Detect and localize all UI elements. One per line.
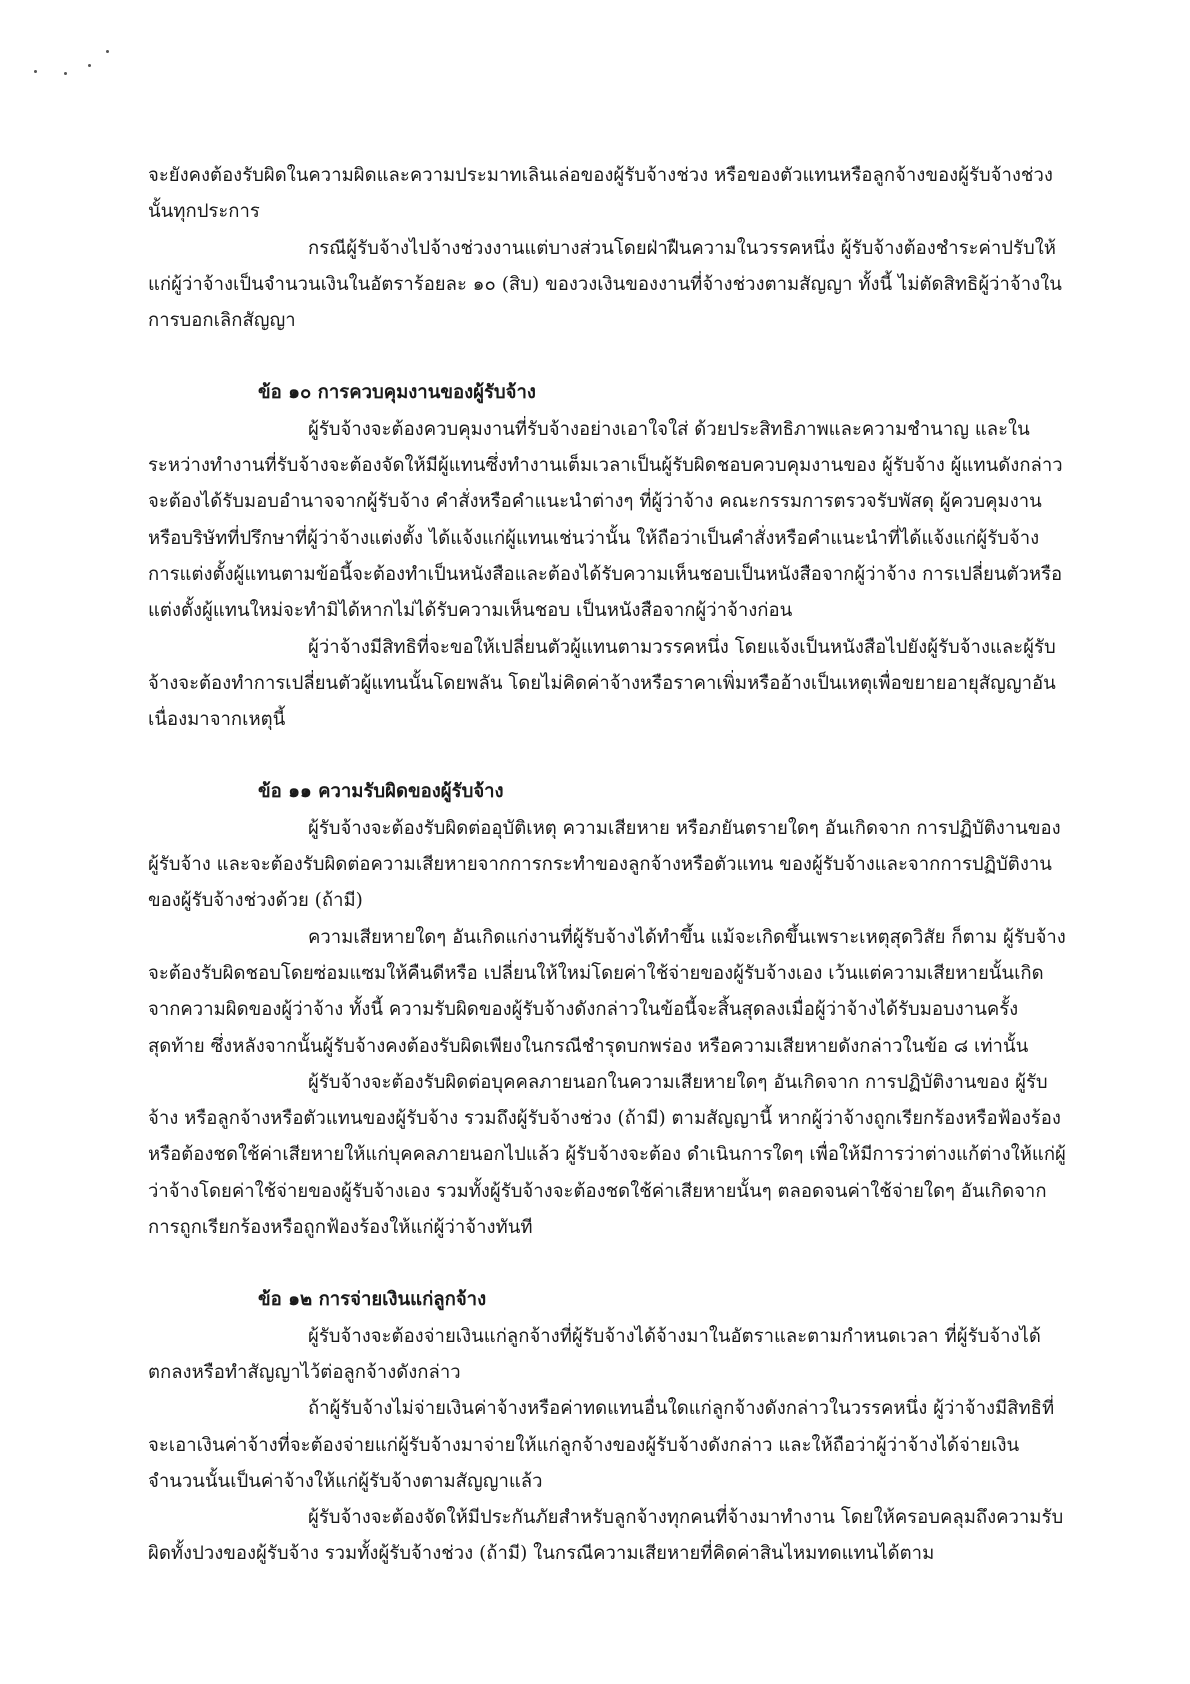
body-paragraph: จะยังคงต้องรับผิดในความผิดและความประมาทเลินเล่อของผู้รับจ้างช่วง หรือของตัวแทนหรือลูกจ้างของผู้รับจ้างช่วงนั้นทุกประการ (148, 165, 1053, 223)
body-paragraph: ผู้รับจ้างจะต้องจัดให้มีประกันภัยสำหรับลูกจ้างทุกคนที่จ้างมาทำงาน โดยให้ครอบคลุมถึงความรับผิดทั้งปวงของผู้รับจ้าง รวมทั้งผู้รับจ้างช่วง (ถ้ามี) ในกรณีความเสียหายที่คิดค่าสินไหมทดแทนได้ตาม (148, 1507, 1064, 1565)
section-spacer (148, 339, 1073, 375)
body-paragraph: ความเสียหายใดๆ อันเกิดแก่งานที่ผู้รับจ้างได้ทำขึ้น แม้จะเกิดขึ้นเพราะเหตุสุดวิสัย ก็ตาม ผู้รับจ้างจะต้องรับผิดชอบโดยซ่อมแซมให้คืนดีหรือ เปลี่ยนให้ใหม่โดยค่าใช้จ่ายของผู้รับจ้างเอง เว้นแต่ความเสียหายนั้นเกิดจากความผิดของผู้ว่าจ้าง ทั้งนี้ ความรับผิดของผู้รับจ้างดังกล่าวในข้อนี้จะสิ้นสุดลงเมื่อผู้ว่าจ้างได้รับมอบงานครั้งสุดท้าย ซึ่งหลังจากนั้นผู้รับจ้างคงต้องรับผิดเพียงในกรณีชำรุดบกพร่อง หรือความเสียหายดังกล่าวในข้อ ๘ เท่านั้น (148, 926, 1066, 1057)
body-paragraph: ผู้รับจ้างจะต้องควบคุมงานที่รับจ้างอย่างเอาใจใส่ ด้วยประสิทธิภาพและความชำนาญ และในระหว่างทำงานที่รับจ้างจะต้องจัดให้มีผู้แทนซึ่งทำงานเต็มเวลาเป็นผู้รับผิดชอบควบคุมงานของ ผู้รับจ้าง ผู้แทนดังกล่าวจะต้องได้รับมอบอำนาจจากผู้รับจ้าง คำสั่งหรือคำแนะนำต่างๆ ที่ผู้ว่าจ้าง คณะกรรมการตรวจรับพัสดุ ผู้ควบคุมงาน หรือบริษัทที่ปรึกษาที่ผู้ว่าจ้างแต่งตั้ง ได้แจ้งแก่ผู้แทนเช่นว่านั้น ให้ถือว่าเป็นคำสั่งหรือคำแนะนำที่ได้แจ้งแก่ผู้รับจ้าง การแต่งตั้งผู้แทนตามข้อนี้จะต้องทำเป็นหนังสือและต้องได้รับความเห็นชอบเป็นหนังสือจากผู้ว่าจ้าง การเปลี่ยนตัวหรือแต่งตั้งผู้แทนใหม่จะทำมิได้หากไม่ได้รับความเห็นชอบ เป็นหนังสือจากผู้ว่าจ้างก่อน (148, 418, 1063, 622)
scan-specks (30, 50, 130, 90)
section-heading: ข้อ ๑๑ ความรับผิดของผู้รับจ้าง (258, 781, 504, 803)
body-paragraph: ถ้าผู้รับจ้างไม่จ่ายเงินค่าจ้างหรือค่าทดแทนอื่นใดแก่ลูกจ้างดังกล่าวในวรรคหนึ่ง ผู้ว่าจ้างมีสิทธิที่จะเอาเงินค่าจ้างที่จะต้องจ่ายแก่ผู้รับจ้างมาจ่ายให้แก่ลูกจ้างของผู้รับจ้างดังกล่าว และให้ถือว่าผู้ว่าจ้างได้จ่ายเงินจำนวนนั้นเป็นค่าจ้างให้แก่ผู้รับจ้างตามสัญญาแล้ว (148, 1398, 1055, 1492)
body-paragraph: ผู้รับจ้างจะต้องรับผิดต่อบุคคลภายนอกในความเสียหายใดๆ อันเกิดจาก การปฏิบัติงานของ ผู้รับจ้าง หรือลูกจ้างหรือตัวแทนของผู้รับจ้าง รวมถึงผู้รับจ้างช่วง (ถ้ามี) ตามสัญญานี้ หากผู้ว่าจ้างถูกเรียกร้องหรือฟ้องร้องหรือต้องชดใช้ค่าเสียหายให้แก่บุคคลภายนอกไปแล้ว ผู้รับจ้างจะต้อง ดำเนินการใดๆ เพื่อให้มีการว่าต่างแก้ต่างให้แก่ผู้ว่าจ้างโดยค่าใช้จ่ายของผู้รับจ้างเอง รวมทั้งผู้รับจ้างจะต้องชดใช้ค่าเสียหายนั้นๆ ตลอดจนค่าใช้จ่ายใดๆ อันเกิดจากการถูกเรียกร้องหรือถูกฟ้องร้องให้แก่ผู้ว่าจ้างทันที (148, 1071, 1066, 1239)
document-body (148, 158, 1073, 1573)
section-spacer (148, 738, 1073, 774)
body-paragraph: ผู้รับจ้างจะต้องจ่ายเงินแก่ลูกจ้างที่ผู้รับจ้างได้จ้างมาในอัตราและตามกำหนดเวลา ที่ผู้รับจ้างได้ตกลงหรือทำสัญญาไว้ต่อลูกจ้างดังกล่าว (148, 1325, 1041, 1383)
section-heading: ข้อ ๑๒ การจ่ายเงินแก่ลูกจ้าง (258, 1289, 487, 1311)
section-heading: ข้อ ๑๐ การควบคุมงานของผู้รับจ้าง (258, 382, 536, 404)
scan-speck (88, 64, 91, 67)
section-spacer (148, 1246, 1073, 1282)
scan-speck (106, 50, 109, 53)
body-paragraph: กรณีผู้รับจ้างไปจ้างช่วงงานแต่บางส่วนโดยฝ่าฝืนความในวรรคหนึ่ง ผู้รับจ้างต้องชำระค่าปรับให้แก่ผู้ว่าจ้างเป็นจำนวนเงินในอัตราร้อยละ ๑๐ (สิบ) ของวงเงินของงานที่จ้างช่วงตามสัญญา ทั้งนี้ ไม่ตัดสิทธิผู้ว่าจ้างในการบอกเลิกสัญญา (148, 237, 1062, 332)
body-paragraph: ผู้ว่าจ้างมีสิทธิที่จะขอให้เปลี่ยนตัวผู้แทนตามวรรคหนึ่ง โดยแจ้งเป็นหนังสือไปยังผู้รับจ้างและผู้รับจ้างจะต้องทำการเปลี่ยนตัวผู้แทนนั้นโดยพลัน โดยไม่คิดค่าจ้างหรือราคาเพิ่มหรืออ้างเป็นเหตุเพื่อขยายอายุสัญญาอันเนื่องมาจากเหตุนี้ (148, 636, 1056, 731)
scan-speck (34, 70, 37, 73)
body-paragraph: ผู้รับจ้างจะต้องรับผิดต่ออุบัติเหตุ ความเสียหาย หรือภยันตรายใดๆ อันเกิดจาก การปฏิบัติงานของผู้รับจ้าง และจะต้องรับผิดต่อความเสียหายจากการกระทำของลูกจ้างหรือตัวแทน ของผู้รับจ้างและจากการปฏิบัติงานของผู้รับจ้างช่วงด้วย (ถ้ามี) (148, 817, 1061, 912)
scan-speck (64, 72, 67, 75)
